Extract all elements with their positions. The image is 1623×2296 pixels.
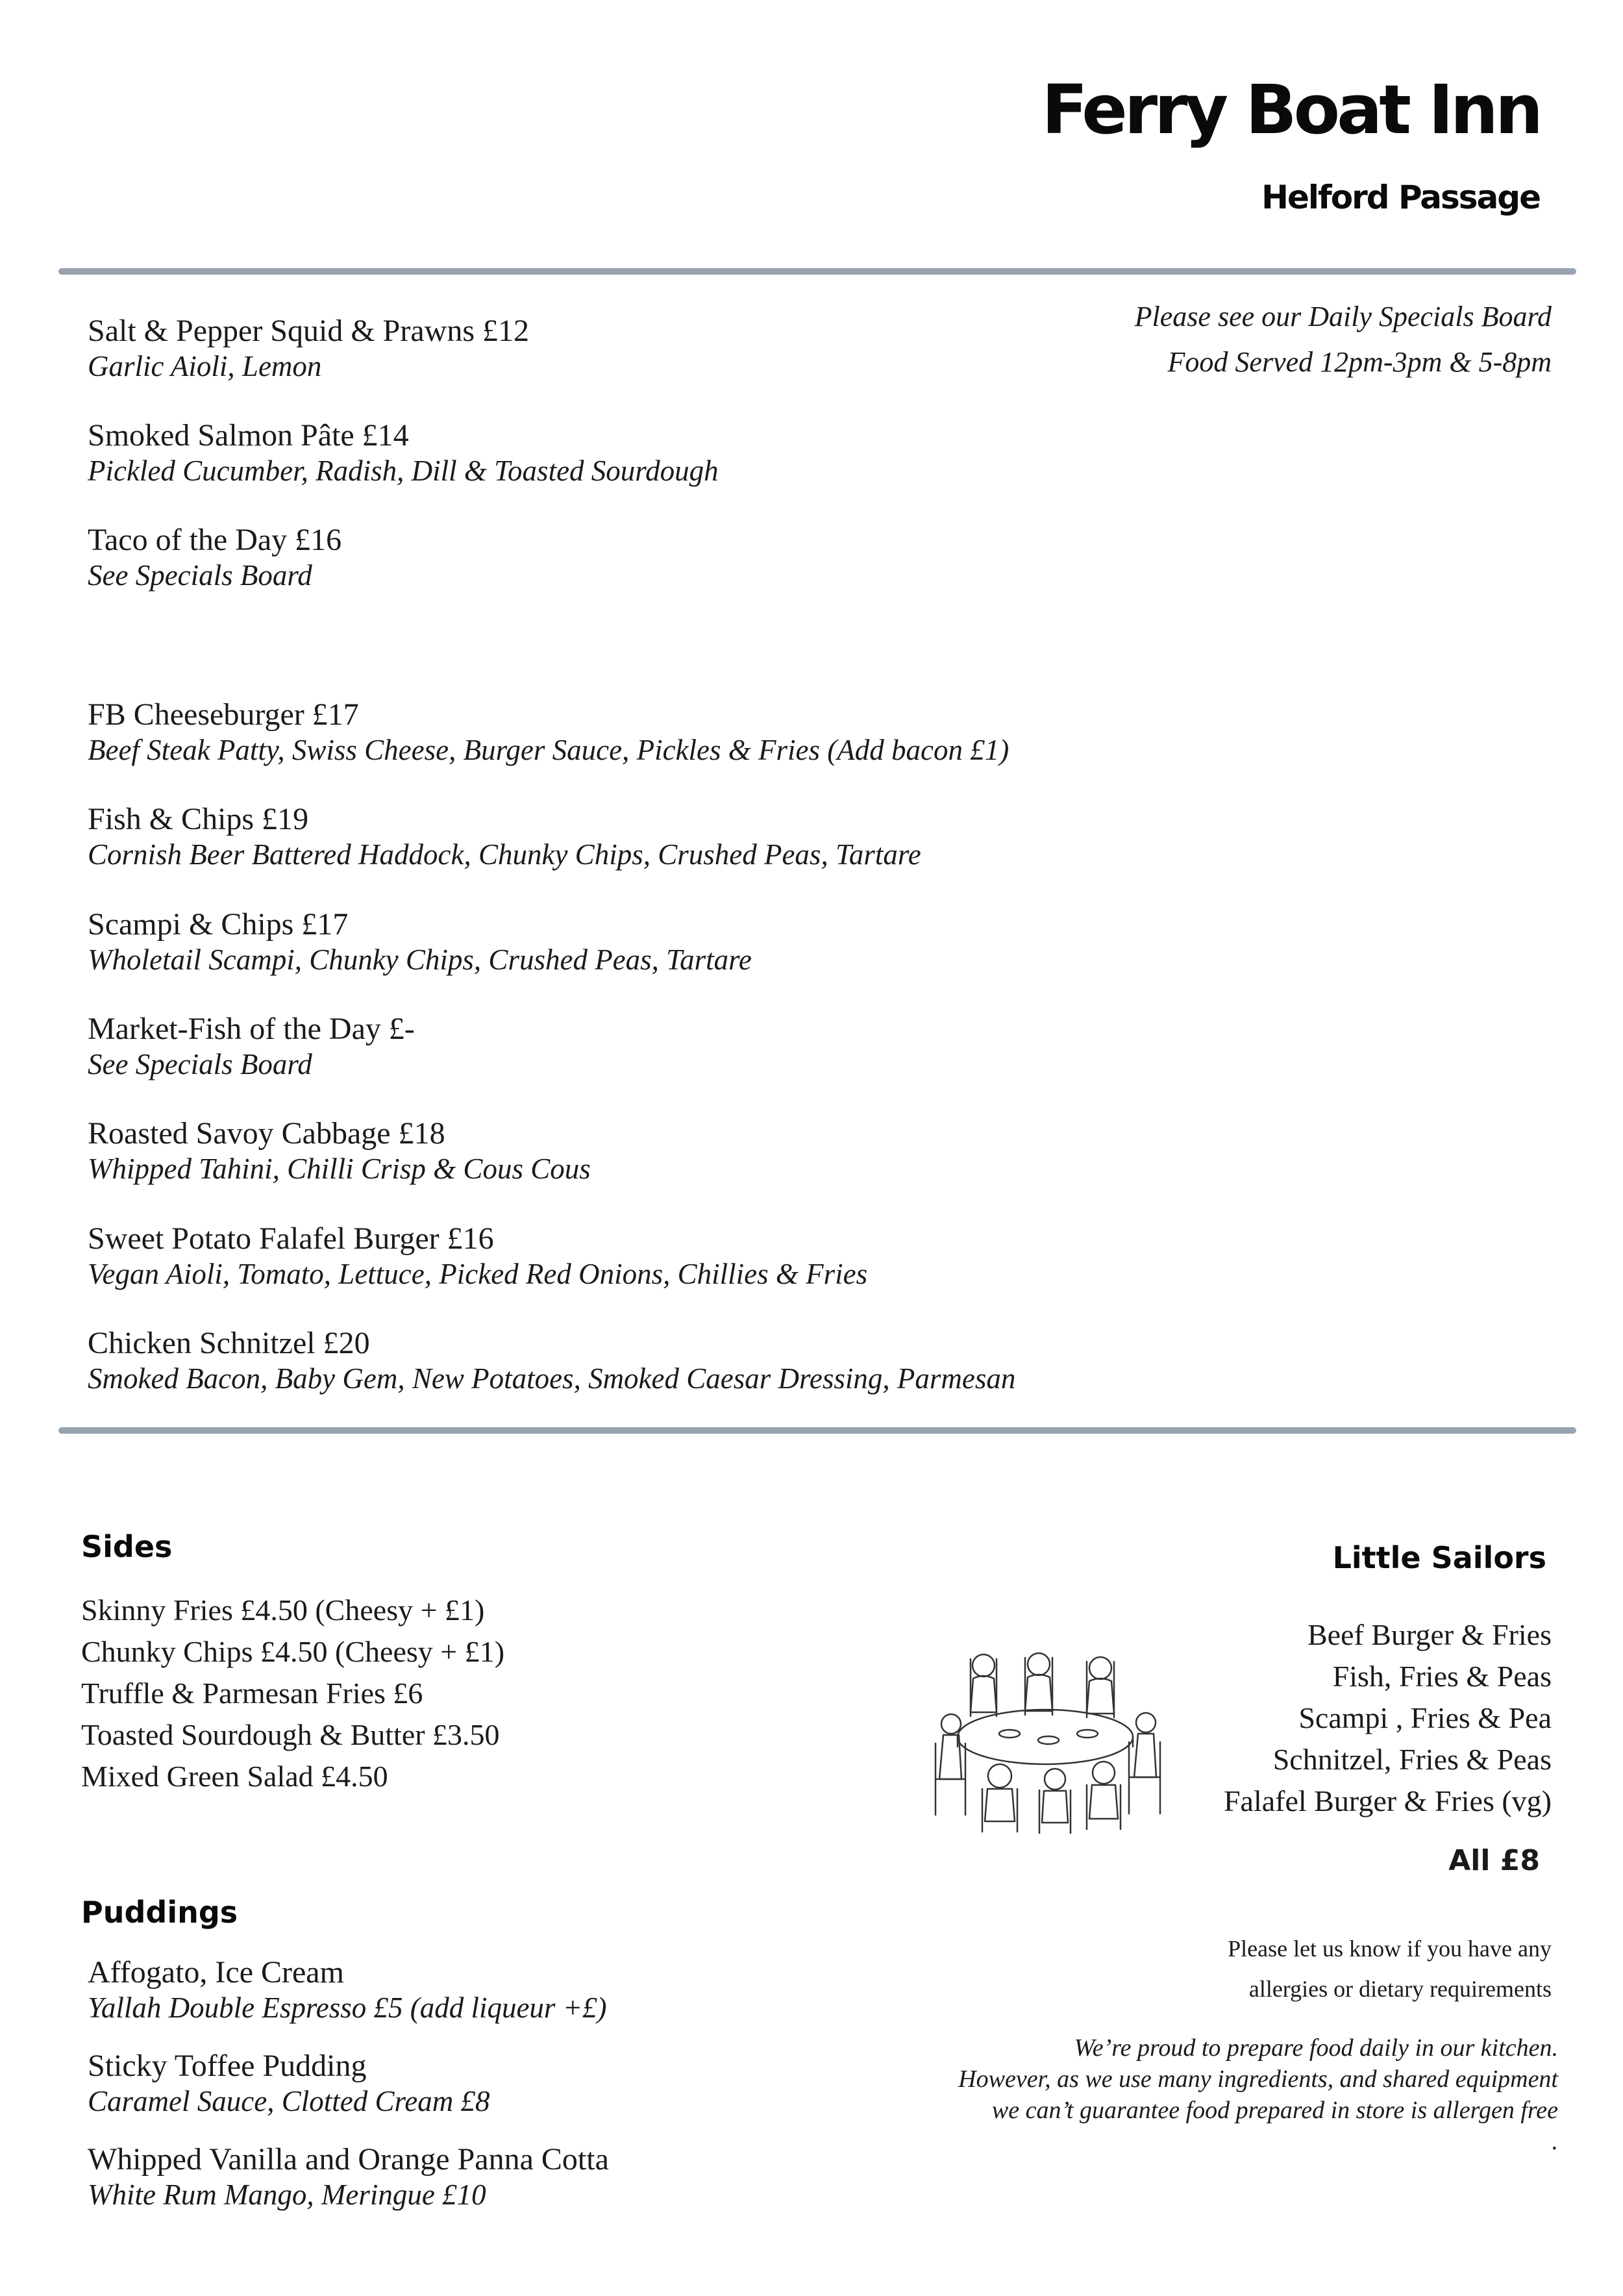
restaurant-title: Ferry Boat Inn [1041, 70, 1540, 149]
item-description: Wholetail Scampi, Chunky Chips, Crushed Peas, Tartare [88, 943, 752, 976]
disclaimer-line: . [1552, 2128, 1558, 2155]
list-item: Toasted Sourdough & Butter £3.50 [81, 1718, 500, 1751]
disclaimer-line: we can’t guarantee food prepared in store is allergen free [991, 2097, 1558, 2124]
item-name: Smoked Salmon Pâte £14 [88, 418, 409, 453]
location-subtitle: Helford Passage [1261, 179, 1540, 216]
item-description: See Specials Board [88, 559, 312, 592]
item-name: Sticky Toffee Pudding [88, 2049, 367, 2083]
menu-item [88, 906, 1191, 977]
list-item: Scampi , Fries & Pea [1298, 1701, 1552, 1734]
allergy-notice [1228, 1928, 1552, 2009]
allergy-line: allergies or dietary requirements [1248, 1976, 1552, 2002]
list-item: Schnitzel, Fries & Peas [1272, 1743, 1552, 1776]
menu-item [88, 313, 1191, 383]
menu-item [88, 522, 1191, 592]
allergy-line: Please let us know if you have any [1228, 1936, 1552, 1962]
item-description: Caramel Sauce, Clotted Cream £8 [88, 2085, 490, 2117]
item-description: Cornish Beer Battered Haddock, Chunky Chips, Crushed Peas, Tartare [88, 838, 921, 871]
list-item: Skinny Fries £4.50 (Cheesy + £1) [81, 1593, 485, 1627]
item-description: Pickled Cucumber, Radish, Dill & Toasted Sourdough [88, 455, 719, 487]
item-name: Whipped Vanilla and Orange Panna Cotta [88, 2142, 609, 2177]
item-name: Scampi & Chips £17 [88, 907, 349, 942]
kids-menu-list [1224, 1614, 1552, 1822]
sides-list [81, 1590, 504, 1797]
item-description: Yallah Double Espresso £5 (add liqueur +£) [88, 1991, 607, 2024]
item-description: Whipped Tahini, Chilli Crisp & Cous Cous [88, 1153, 591, 1185]
menu-item [88, 1011, 1191, 1081]
sides-heading: Sides [81, 1529, 173, 1564]
menu-item [88, 1116, 1191, 1186]
menu-item [88, 1325, 1191, 1395]
item-description: White Rum Mango, Meringue £10 [88, 2178, 486, 2211]
specials-notice: Please see our Daily Specials Board [1134, 301, 1552, 332]
item-name: Market-Fish of the Day £- [88, 1012, 415, 1046]
item-description: Smoked Bacon, Baby Gem, New Potatoes, Smoked Caesar Dressing, Parmesan [88, 1362, 1016, 1395]
item-name: FB Cheeseburger £17 [88, 697, 359, 732]
menu-item [88, 801, 1191, 871]
item-description: Garlic Aioli, Lemon [88, 350, 322, 382]
kids-menu-price: All £8 [1448, 1844, 1540, 1877]
top-divider [58, 268, 1576, 275]
item-name: Salt & Pepper Squid & Prawns £12 [88, 314, 529, 348]
item-name: Roasted Savoy Cabbage £18 [88, 1116, 445, 1151]
item-name: Affogato, Ice Cream [88, 1955, 344, 1990]
bottom-divider [58, 1427, 1576, 1434]
list-item: Chunky Chips £4.50 (Cheesy + £1) [81, 1635, 505, 1668]
item-name: Chicken Schnitzel £20 [88, 1326, 370, 1360]
allergen-disclaimer [958, 2032, 1558, 2157]
menu-item [88, 1221, 1191, 1291]
menu-item [88, 697, 1191, 767]
kids-menu-heading: Little Sailors [1332, 1540, 1546, 1575]
menu-item [88, 418, 1191, 488]
children-dining-illustration [925, 1640, 1169, 1834]
disclaimer-line: We’re proud to prepare food daily in our kitchen. [1074, 2034, 1558, 2062]
item-name: Sweet Potato Falafel Burger £16 [88, 1221, 494, 1256]
item-name: Taco of the Day £16 [88, 523, 342, 557]
list-item: Fish, Fries & Peas [1332, 1660, 1552, 1693]
list-item: Beef Burger & Fries [1307, 1618, 1552, 1651]
menu-item [88, 1954, 1191, 2025]
list-item: Truffle & Parmesan Fries £6 [81, 1677, 423, 1710]
item-description: See Specials Board [88, 1048, 312, 1080]
item-description: Vegan Aioli, Tomato, Lettuce, Picked Red Onions, Chillies & Fries [88, 1258, 868, 1290]
puddings-heading: Puddings [81, 1895, 238, 1930]
item-description: Beef Steak Patty, Swiss Cheese, Burger Sauce, Pickles & Fries (Add bacon £1) [88, 734, 1010, 766]
list-item: Mixed Green Salad £4.50 [81, 1760, 388, 1793]
disclaimer-line: However, as we use many ingredients, and shared equipment [958, 2065, 1558, 2093]
hours-notice: Food Served 12pm-3pm & 5-8pm [1167, 346, 1552, 378]
item-name: Fish & Chips £19 [88, 802, 309, 836]
list-item: Falafel Burger & Fries (vg) [1223, 1784, 1552, 1817]
